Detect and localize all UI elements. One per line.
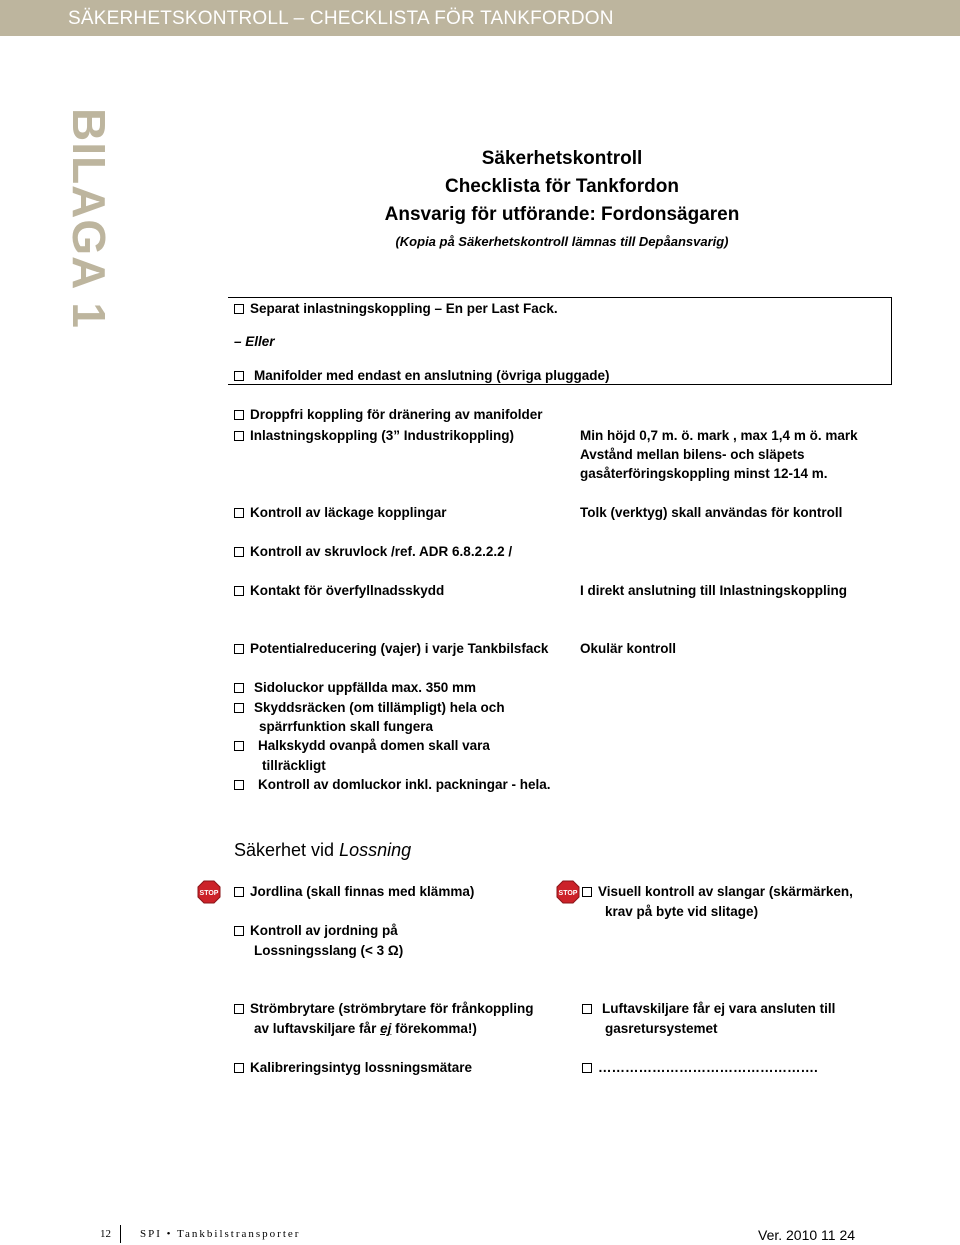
checkbox[interactable] <box>234 741 244 751</box>
item-label-continued: gasretursystemet <box>605 1021 718 1036</box>
version: Ver. 2010 11 24 <box>758 1227 856 1243</box>
header-bar <box>0 0 960 36</box>
note-tolk: Tolk (verktyg) skall användas för kontroll <box>580 505 843 520</box>
checkbox[interactable] <box>234 371 244 381</box>
checkbox[interactable] <box>234 508 244 518</box>
item-label: Manifolder med endast en anslutning (övriga pluggade) <box>254 368 610 383</box>
checkbox[interactable] <box>234 683 244 693</box>
checklist-item-inlastning[interactable] <box>234 428 514 443</box>
checklist-item-manifolder[interactable] <box>234 368 610 383</box>
text-part: förekomma!) <box>391 1021 477 1036</box>
item-label: Kontroll av jordning på <box>250 923 398 938</box>
item-label: Kalibreringsintyg lossningsmätare <box>250 1060 473 1075</box>
side-label: BILAGA 1 <box>63 108 115 329</box>
item-label: Inlastningskoppling (3” Industrikoppling) <box>250 428 514 443</box>
checkbox[interactable] <box>234 586 244 596</box>
item-label: Kontroll av läckage kopplingar <box>250 505 447 520</box>
publisher: SPI • Tankbilstransporter <box>140 1228 301 1240</box>
item-label-continued <box>254 1021 477 1036</box>
checklist-item-separat[interactable] <box>234 301 558 316</box>
checklist-item-jordlina[interactable] <box>234 884 474 899</box>
checkbox[interactable] <box>234 547 244 557</box>
title-line-3: Ansvarig för utförande: Fordonsägaren <box>384 204 740 225</box>
stop-sign-icon <box>556 880 580 904</box>
header-bar-title: SÄKERHETSKONTROLL – CHECKLISTA FÖR TANKFORDON <box>68 8 614 29</box>
checklist-item-domluckor[interactable] <box>234 777 551 792</box>
note-okular: Okulär kontroll <box>580 641 677 656</box>
checkbox[interactable] <box>234 1063 244 1073</box>
checkbox[interactable] <box>234 304 244 314</box>
checkbox[interactable] <box>234 410 244 420</box>
title-note: (Kopia på Säkerhetskontroll lämnas till Depåansvarig) <box>395 234 729 249</box>
item-label: Sidoluckor uppfällda max. 350 mm <box>254 680 477 695</box>
checklist-item-visuell[interactable] <box>582 884 853 899</box>
item-label-continued: krav på byte vid slitage) <box>605 904 759 919</box>
svg-text:STOP: STOP <box>558 890 578 897</box>
item-label: Droppfri koppling för dränering av manifolder <box>250 407 543 422</box>
checkbox[interactable] <box>234 926 244 936</box>
checkbox[interactable] <box>582 1004 592 1014</box>
checklist-item-overfyll[interactable] <box>234 583 444 598</box>
item-label: Kontakt för överfyllnadsskydd <box>250 583 445 598</box>
item-label: Kontroll av domluckor inkl. packningar - hela. <box>258 777 551 792</box>
item-label: Visuell kontroll av slangar (skärmärken, <box>598 884 853 899</box>
item-label: …………………………………………. <box>598 1060 818 1075</box>
or-label: – Eller <box>234 334 275 349</box>
note-direkt-anslutning: I direkt anslutning till Inlastningskoppling <box>580 583 848 598</box>
checklist-item-skruvlock[interactable] <box>234 544 512 559</box>
checklist-item-jordning[interactable] <box>234 923 398 938</box>
note-avstand: Avstånd mellan bilens- och släpets <box>580 447 805 462</box>
item-label: Skyddsräcken (om tillämpligt) hela och <box>254 700 505 715</box>
checkbox[interactable] <box>234 644 244 654</box>
item-label: Luftavskiljare får ej vara ansluten till <box>602 1001 836 1016</box>
item-label: Potentialreducering (vajer) i varje Tankbilsfack <box>250 641 549 656</box>
checklist-item-droppfri[interactable] <box>234 407 543 422</box>
item-label-continued: tillräckligt <box>262 758 326 773</box>
item-label: Jordlina (skall finnas med klämma) <box>250 884 475 899</box>
item-label: Halkskydd ovanpå domen skall vara <box>258 738 490 753</box>
checkbox[interactable] <box>234 1004 244 1014</box>
item-label: Strömbrytare (strömbrytare för frånkoppling <box>250 1001 534 1016</box>
checklist-item-potential[interactable] <box>234 641 548 656</box>
checkbox[interactable] <box>234 780 244 790</box>
checkbox[interactable] <box>234 887 244 897</box>
checklist-item-luftavskiljare[interactable] <box>582 1001 835 1016</box>
item-label: Kontroll av skruvlock /ref. ADR 6.8.2.2.2 / <box>250 544 513 559</box>
item-label-continued: spärrfunktion skall fungera <box>259 719 434 734</box>
heading-text: Säkerhet vid <box>234 840 340 860</box>
checklist-item-halkskydd[interactable] <box>234 738 490 753</box>
checklist-item-blank[interactable] <box>582 1060 818 1075</box>
text-part: av luftavskiljare får <box>254 1021 381 1036</box>
section-heading-lossning <box>234 840 411 861</box>
heading-emphasis: Lossning <box>339 840 412 860</box>
checkbox[interactable] <box>582 1063 592 1073</box>
footer-divider <box>120 1225 121 1243</box>
page-number: 12 <box>100 1228 111 1240</box>
note-gasaterforing: gasåterföringskoppling minst 12-14 m. <box>580 466 828 481</box>
checklist-item-sidoluckor[interactable] <box>234 680 476 695</box>
checkbox[interactable] <box>582 887 592 897</box>
title-line-1: Säkerhetskontroll <box>481 148 643 169</box>
checklist-item-skyddsracken[interactable] <box>234 700 505 715</box>
checkbox[interactable] <box>234 431 244 441</box>
svg-text:STOP: STOP <box>199 890 219 897</box>
note-min-hojd: Min höjd 0,7 m. ö. mark , max 1,4 m ö. mark <box>580 428 858 443</box>
item-label-continued: Lossningsslang (< 3 Ω) <box>254 943 404 958</box>
item-label: Separat inlastningskoppling – En per Last Fack. <box>250 301 558 316</box>
text-emphasis: ej <box>380 1021 392 1036</box>
checklist-item-strombrytare[interactable] <box>234 1001 534 1016</box>
checklist-item-kalibrering[interactable] <box>234 1060 472 1075</box>
checkbox[interactable] <box>234 703 244 713</box>
stop-sign-icon <box>197 880 221 904</box>
title-line-2: Checklista för Tankfordon <box>444 176 679 197</box>
checklist-item-lackage[interactable] <box>234 505 447 520</box>
